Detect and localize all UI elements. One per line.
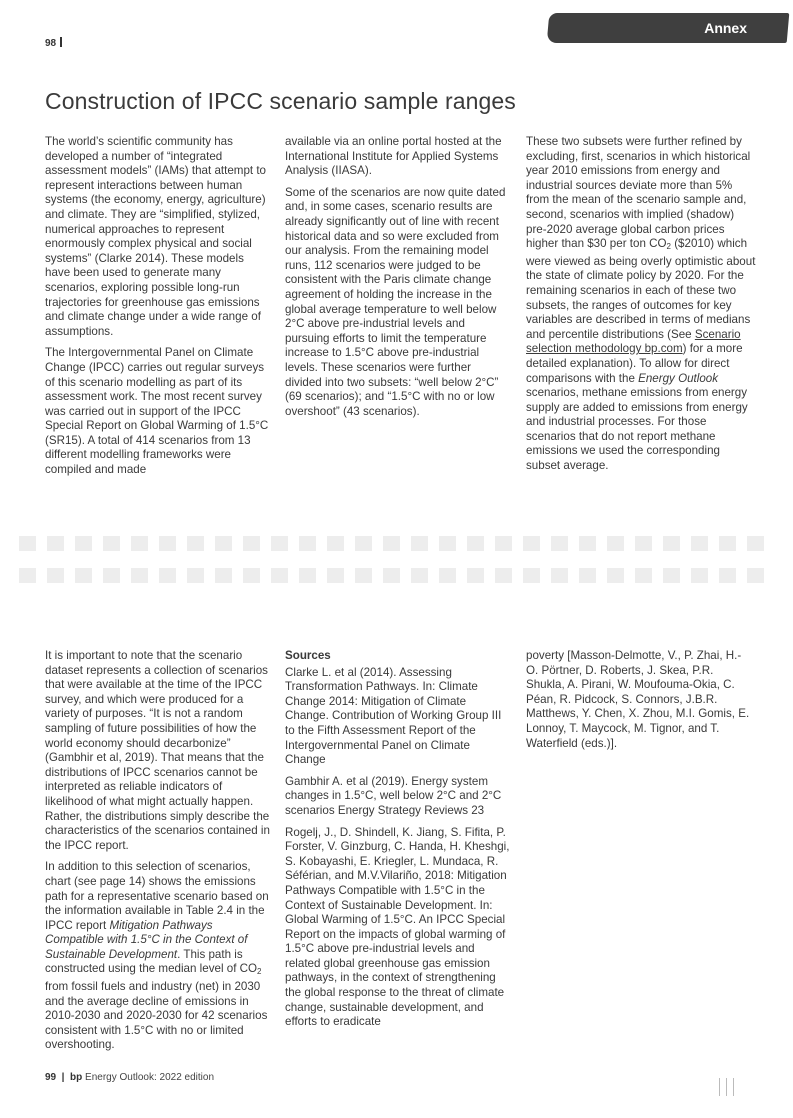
lower-column-3 [526, 649, 751, 758]
band-square [159, 536, 176, 551]
text-run: In addition to this selection of scenarios, chart (see page 14) shows the emissions path for a representative scenario based on the information available in Table 2.4 in the IPCC report [45, 860, 269, 932]
page-number-bottom: 99 [45, 1072, 57, 1083]
band-square [411, 568, 428, 583]
band-square [663, 568, 680, 583]
band-square [635, 568, 652, 583]
page-number-divider [60, 37, 62, 47]
band-square [467, 536, 484, 551]
band-square [411, 536, 428, 551]
band-square [355, 536, 372, 551]
paragraph [45, 860, 270, 1053]
paragraph: The Intergovernmental Panel on Climate Change (IPCC) carries out regular surveys of this scenario modelling as part of its assessment work. The most recent survey was carried out in support of the IPCC Special Report on Global Warming of 1.5°C (SR15). A total of 414 scenarios from 13 different modelling frameworks were compiled and made [45, 346, 269, 477]
band-square [383, 536, 400, 551]
band-square [243, 536, 260, 551]
annex-label: Annex [704, 20, 747, 36]
band-square [355, 568, 372, 583]
text-run: ) for a more detailed explanation). To allow for direct comparisons with the [526, 342, 743, 385]
subscript: 2 [666, 242, 671, 252]
band-square [327, 536, 344, 551]
page-number-text: 98 [45, 38, 57, 49]
lower-column-1 [45, 649, 270, 1060]
band-square [75, 568, 92, 583]
band-square [523, 568, 540, 583]
band-square [439, 536, 456, 551]
upper-column-3 [526, 135, 756, 481]
text-run: . This path is constructed using the median level of CO [45, 947, 258, 976]
band-square [131, 536, 148, 551]
band-square [747, 568, 764, 583]
band-square [495, 536, 512, 551]
page-title: Construction of IPCC scenario sample ranges [45, 88, 516, 114]
band-square [187, 536, 204, 551]
sources-heading: Sources [285, 649, 331, 662]
lower-column-2 [285, 649, 510, 1037]
upper-column-1 [45, 135, 270, 485]
band-square [271, 568, 288, 583]
band-square [579, 568, 596, 583]
band-square [131, 568, 148, 583]
band-square [607, 568, 624, 583]
page-footer [45, 1072, 214, 1083]
band-square [299, 568, 316, 583]
band-square [47, 536, 64, 551]
band-square [523, 536, 540, 551]
paragraph: It is important to note that the scenario dataset represents a collection of scenarios that were available at the time of the IPCC survey, and which were produced for a variety of purposes. “It is not a random sampling of future possibilities of how the world economy should decarbonize” (Gambhir et al, 2019). That means that the distributions of IPCC scenarios cannot be interpreted as reliable indicators of likelihood of what might actually happen. Rather, the distributions simply describe the characteristics of the scenarios contained in the IPCC report. [45, 649, 270, 852]
band-square [719, 536, 736, 551]
source-entry: Rogelj, J., D. Shindell, K. Jiang, S. Fifita, P. Forster, V. Ginzburg, C. Handa, H. Kheshgi, S. Kobayashi, E. Kriegler, L. Mundaca, R. Séférian, and M.V.Vilariño, 2018: Mitigation Pathways Compatible with 1.5°C in the Context of Sustainable Development. In: Global Warming of 1.5°C. An IPCC Special Report on the impacts of global warming of 1.5°C above pre-industrial levels and related global greenhouse gas emission pathways, in the context of strengthening the global response to the threat of climate change, sustainable development, and efforts to eradicate [285, 825, 510, 1029]
band-square [495, 568, 512, 583]
decorative-band-bottom [19, 568, 779, 583]
text-run: scenarios, methane emissions from energy supply are added to emissions from energy and industrial processes. For those scenarios that do not report methane emissions we used the corresponding subset average. [526, 386, 748, 473]
decorative-ticks [719, 1078, 737, 1096]
footer-divider: | [58, 1072, 68, 1083]
band-square [607, 536, 624, 551]
band-square [551, 536, 568, 551]
upper-column-2 [285, 135, 510, 426]
band-square [19, 568, 36, 583]
band-square [719, 568, 736, 583]
band-square [215, 568, 232, 583]
band-square [187, 568, 204, 583]
annex-tab [547, 13, 790, 43]
band-square [635, 536, 652, 551]
band-square [327, 568, 344, 583]
paragraph: The world’s scientific community has developed a number of “integrated assessment models” (IAMs) that attempt to represent interactions between human systems (the economy, energy, agriculture) and climate. They are “simplified, stylized, numerical approaches to represent enormously complex physical and social systems” (Clarke 2014). These models have been used to generate many scenarios, exploring possible long-run trajectories for greenhouse gas emissions and climate change under a wide range of assumptions. [45, 135, 267, 338]
text-run: These two subsets were further refined by excluding, first, scenarios in which historical year 2010 emissions from energy and industrial sources deviate more than 5% from the mean of the scenario sample and, second, scenarios with implied (shadow) pre-2020 average global carbon prices higher than $30 per ton CO [526, 135, 751, 251]
source-entry: Gambhir A. et al (2019). Energy system changes in 1.5°C, well below 2°C and 2°C scenarios Energy Strategy Reviews 23 [285, 774, 502, 817]
band-square [215, 536, 232, 551]
band-square [299, 536, 316, 551]
band-square [747, 536, 764, 551]
bp-brand: bp [70, 1072, 83, 1083]
band-square [103, 536, 120, 551]
band-square [243, 568, 260, 583]
italic-text: Mitigation Pathways Compatible with 1.5°C in the Context of Sustainable Development [45, 918, 248, 961]
band-square [691, 536, 708, 551]
band-square [19, 536, 36, 551]
italic-text: Energy Outlook [638, 371, 719, 385]
scenario-methodology-link[interactable]: Scenario selection methodology bp.com [526, 327, 741, 356]
publication-name: Energy Outlook: 2022 edition [85, 1072, 215, 1083]
band-square [551, 568, 568, 583]
band-square [159, 568, 176, 583]
band-square [47, 568, 64, 583]
paragraph [526, 135, 756, 474]
band-square [75, 536, 92, 551]
band-square [691, 568, 708, 583]
source-entry: Clarke L. et al (2014). Assessing Transformation Pathways. In: Climate Change 2014: Mitigation of Climate Change. Contribution of Working Group III to the Fifth Assessment Report of the Intergovernmental Panel on Climate Change [285, 665, 502, 767]
band-square [103, 568, 120, 583]
paragraph: Some of the scenarios are now quite dated and, in some cases, scenario results are already significantly out of line with recent historical data and so were excluded from our analysis. From the remaining model runs, 112 scenarios were judged to be consistent with the Paris climate change agreement of holding the increase in the global average temperature to well below 2°C above pre-industrial levels and pursuing efforts to limit the temperature increase to 1.5°C above pre-industrial levels. These scenarios were further divided into two subsets: “well below 2°C” (69 scenarios); and “1.5°C with no or low overshoot” (43 scenarios). [285, 185, 506, 418]
band-square [271, 536, 288, 551]
band-square [579, 536, 596, 551]
band-square [439, 568, 456, 583]
band-square [467, 568, 484, 583]
subscript: 2 [257, 967, 262, 977]
band-square [663, 536, 680, 551]
text-run: from fossil fuels and industry (net) in 2030 and the average decline of emissions in 2010-2030 and 2020-2030 for 42 scenarios consistent with 1.5°C with no or limited overshooting. [45, 980, 268, 1052]
page-number-top [45, 37, 62, 49]
band-square [383, 568, 400, 583]
source-entry-continued: poverty [Masson-Delmotte, V., P. Zhai, H.-O. Pörtner, D. Roberts, J. Skea, P.R. Shukla, A. Pirani, W. Moufouma-Okia, C. Péan, R. Pidcock, S. Connors, J.B.R. Matthews, Y. Chen, X. Zhou, M.I. Gomis, E. Lonnoy, T. Maycock, M. Tignor, and T. Waterfield (eds.)]. [526, 649, 750, 750]
text-run: ($2010) which were viewed as being overly optimistic about the state of climate policy by 2020. For the remaining scenarios in each of these two subsets, the ranges of outcomes for key variables are described in terms of medians and percentile distributions (See [526, 237, 756, 341]
decorative-band-top [19, 536, 779, 551]
paragraph: available via an online portal hosted at the International Institute for Applied Systems Analysis (IIASA). [285, 135, 502, 178]
